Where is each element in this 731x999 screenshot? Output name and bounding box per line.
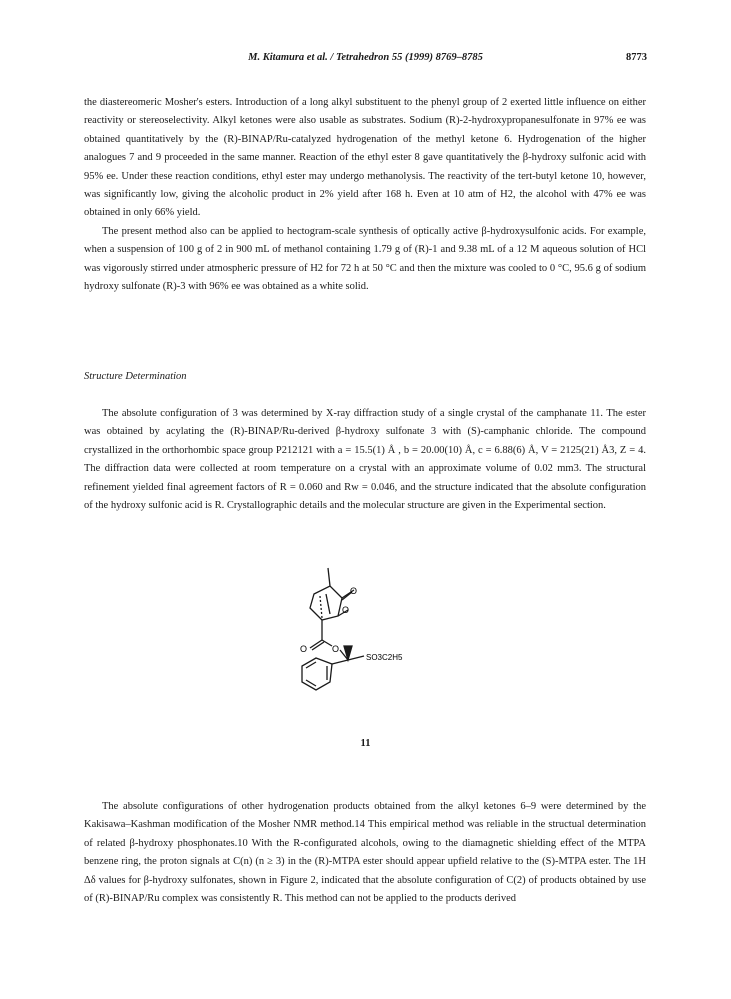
paragraph-1: the diastereomeric Mosher's esters. Introduction of a long alkyl substituent to the phenyl group of 2 exerted little influence on either reactivity or stereoselectivity. Alkyl ketones were also usable as substrates. Sodium (R)-2-hydroxypropanesulfonate in 97% ee was obtained quantitatively by the (R)-BINAP/Ru-catalyzed hydrogenation of the methyl ketone 6. Hydrogenation of the higher analogues 7 and 9 proceeded in the same manner. Reaction of the ethyl ester 8 gave quantitatively the β-hydroxy sulfonic acid with 95% ee. Under these reaction conditions, ethyl ester may undergo methanolysis. The reactivity of the tert-butyl ketone 10, however, was significantly low, giving the alcoholic product in 2% yield after 168 h. Even at 10 atm of H2, the alcohol with 47% ee was obtained in only 66% yield. (84, 97, 646, 219)
text-block-3 (84, 405, 646, 515)
paragraph-4: The absolute configurations of other hydrogenation products obtained from the alkyl ketones 6–9 were determined by the Kakisawa–Kashman modification of the Mosher NMR method.14 This empirical method was reliable in the structual determination of related β-hydroxy phosphonates.10 With the R-configurated alcohols, owing to the diamagnetic shielding effect of the MTPA benzene ring, the proton signals at C(n) (n ≥ 3) in the (R)-MTPA ester should appear upfield relative to the (S)-MTPA ester. The 1H Δδ values for β-hydroxy sulfonates, shown in Figure 2, indicated that the absolute configuration of C(2) of products obtained by use of (R)-BINAP/Ru complex was consistently R. This method can not be applied to the products derived (84, 801, 646, 905)
atom-o-carbonyl: O (350, 586, 358, 596)
substituent-label: SO3C2H5 (366, 653, 403, 662)
atom-o-ring: O (342, 605, 350, 615)
atom-o-ester: O (332, 644, 340, 654)
running-head: M. Kitamura et al. / Tetrahedron 55 (1999) 8769–8785 (248, 52, 483, 63)
text-block-1 (84, 94, 646, 296)
atom-o-ester-carbonyl: O (300, 644, 308, 654)
paragraph-2: The present method also can be applied to hectogram-scale synthesis of optically active β-hydroxysulfonic acids. For example, when a suspension of 100 g of 2 in 900 mL of methanol containing 1.79 g of (R)-1 and 9.38 mL of a 12 M aqueous solution of HCl was vigorously stirred under atmospheric pressure of H2 for 72 h at 50 °C and then the mixture was cooled to 0 °C, 95.6 g of sodium hydroxy sulfonate (R)-3 with 96% ee was obtained as a white solid. (84, 225, 646, 293)
paragraph-3: The absolute configuration of 3 was determined by X-ray diffraction study of a single crystal of the camphanate 11. The ester was obtained by acylating the (R)-BINAP/Ru-derived β-hydroxy sulfonate 3 with (S)-camphanic chloride. The compound crystallized in the orthorhombic space group P212121 with a = 15.5(1) Å , b = 20.00(10) Å, c = 6.88(6) Å, V = 2125(21) Å3, Z = 4. The diffraction data were collected at room temperature on a crystal with an approximate volume of 0.02 mm3. The structural refinement yielded final agreement factors of R = 0.060 and Rw = 0.046, and the structure indicated that the absolute configuration of the hydroxy sulfonic acid is R. Crystallographic details and the molecular structure are given in the Experimental section. (84, 408, 646, 512)
molecule-diagram (260, 560, 490, 720)
page-header (0, 52, 731, 68)
text-block-4 (84, 798, 646, 908)
text-block-2 (84, 368, 646, 386)
section-heading: Structure Determination (84, 371, 187, 382)
compound-label: 11 (360, 738, 371, 749)
structure-figure (260, 560, 490, 720)
page-number: 8773 (626, 52, 647, 63)
